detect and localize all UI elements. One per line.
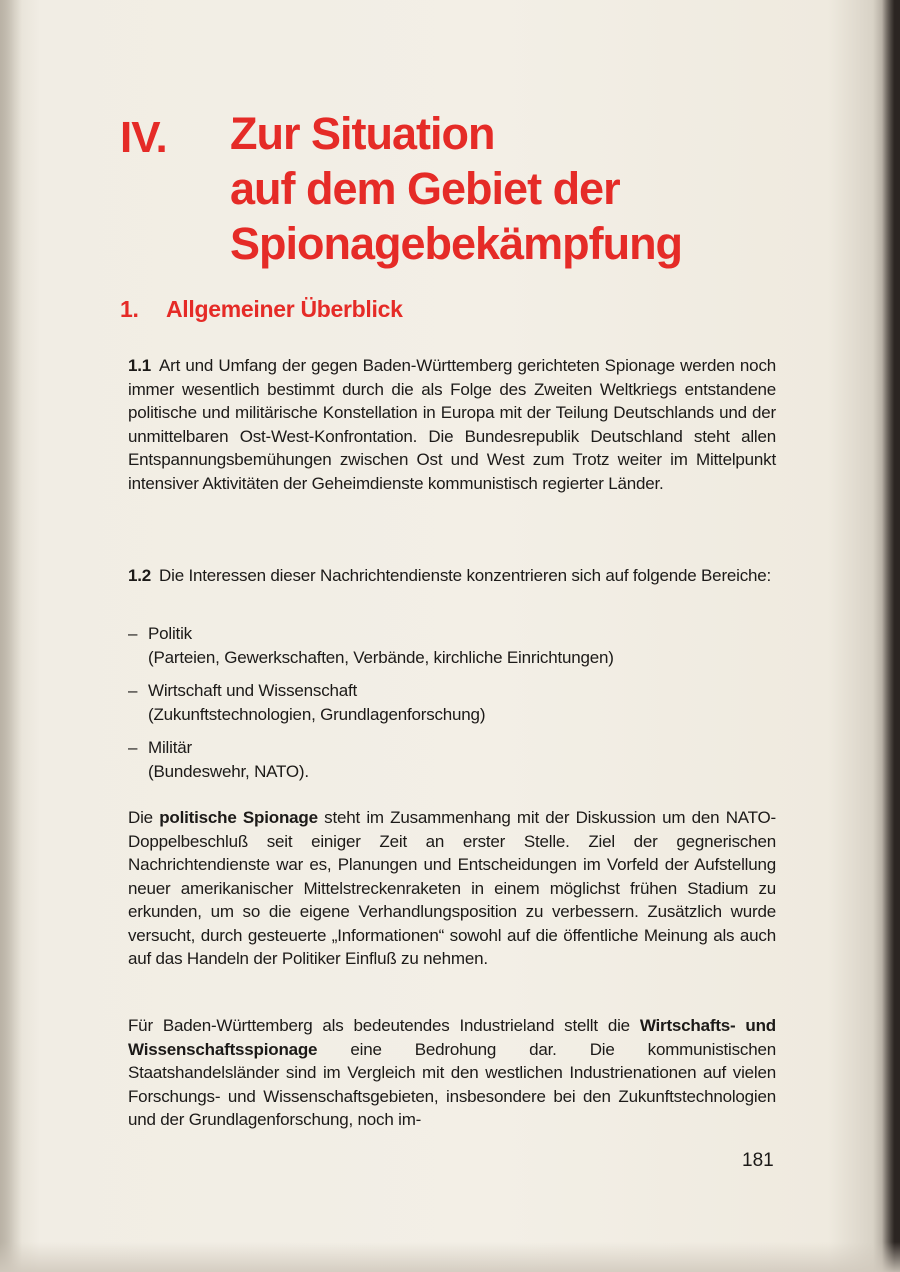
paragraph-bold-term: Wirtschafts- und Wissenschaftsspionage xyxy=(128,1016,776,1059)
paragraph-lead: Für Baden-Württemberg als bedeutendes Industrieland stellt die xyxy=(128,1016,630,1035)
section-title: Allgemeiner Überblick xyxy=(166,296,403,322)
list-dash: – xyxy=(128,738,138,757)
page-binding-shadow xyxy=(0,0,22,1272)
section-number: 1. xyxy=(120,296,139,322)
list-item-detail: (Bundeswehr, NATO). xyxy=(148,761,309,781)
list-item-label: Politik xyxy=(148,624,192,643)
paragraph-text: steht im Zusammenhang mit der Diskussion um den NATO-Doppelbeschluß seit einiger Zeit an erster Stelle. Ziel der gegnerischen Nachrichtendienste war es, Planungen und Entscheidungen im Vorfeld der Aufstellung neuer amerikanischer Mittelstreckenraketen in einem möglichst frühen Stadium zu erkunden, um so die eigene Verhandlungsposition zu verbessern. Zusätzlich wurde versucht, durch gesteuerte „Informationen“ sowohl auf die öffentliche Meinung als auch auf das Handeln der Politiker Einfluß zu nehmen. xyxy=(128,808,777,968)
chapter-number: IV. xyxy=(120,113,167,162)
paragraph-1-2 xyxy=(128,564,776,588)
page-edge-shadow xyxy=(882,0,900,1272)
list-dash: – xyxy=(128,681,138,700)
page-bottom-edge xyxy=(0,1242,900,1272)
list-item xyxy=(128,679,776,726)
paragraph-text: Art und Umfang der gegen Baden-Württemberg gerichteten Spionage werden noch immer wesentlich bestimmt durch die als Folge des Zweiten Weltkriegs entstandene politische und militärische Konstellation in Europa mit der Teilung Deutschlands und der unmittelbaren Ost-West-Konfrontation. Die Bundesrepublik Deutschland steht allen Entspannungsbemühungen zwischen Ost und West zum Trotz weiter im Mittelpunkt intensiver Aktivitäten der Geheimdienste kommunistisch regierter Länder. xyxy=(128,356,776,493)
section-heading xyxy=(120,296,403,323)
paragraph-political-espionage xyxy=(128,806,776,971)
page-number: 181 xyxy=(742,1150,774,1171)
paragraph-number: 1.2 xyxy=(128,566,152,585)
list-item xyxy=(128,736,776,783)
list-item-label: Militär xyxy=(148,738,192,757)
list-item-label: Wirtschaft und Wissenschaft xyxy=(148,681,358,700)
list-dash: – xyxy=(128,624,138,643)
paragraph-text: Die Interessen dieser Nachrichtendienste konzentrieren sich auf folgende Bereiche: xyxy=(159,566,772,585)
paragraph-economic-espionage xyxy=(128,1014,776,1132)
list-item xyxy=(128,622,776,669)
paragraph-lead: Die xyxy=(128,808,153,827)
paragraph-bold-term: politische Spionage xyxy=(159,808,318,827)
paragraph-1-1 xyxy=(128,354,776,495)
list-item-detail: (Parteien, Gewerkschaften, Verbände, kirchliche Einrichtungen) xyxy=(148,647,614,667)
paragraph-text: eine Bedrohung dar. Die kommunistischen Staatshandelsländer sind im Vergleich mit den westlichen Industrienationen auf vielen Forschungs- und Wissenschaftsgebieten, insbesondere bei den Zukunftstechnologien und der Grundlagenforschung, noch im- xyxy=(128,1039,776,1129)
chapter-title: Zur Situation auf dem Gebiet der Spionagebekämpfung xyxy=(230,108,683,269)
paragraph-number: 1.1 xyxy=(128,356,152,375)
interest-areas-list xyxy=(128,622,776,793)
list-item-detail: (Zukunftstechnologien, Grundlagenforschung) xyxy=(148,704,486,724)
